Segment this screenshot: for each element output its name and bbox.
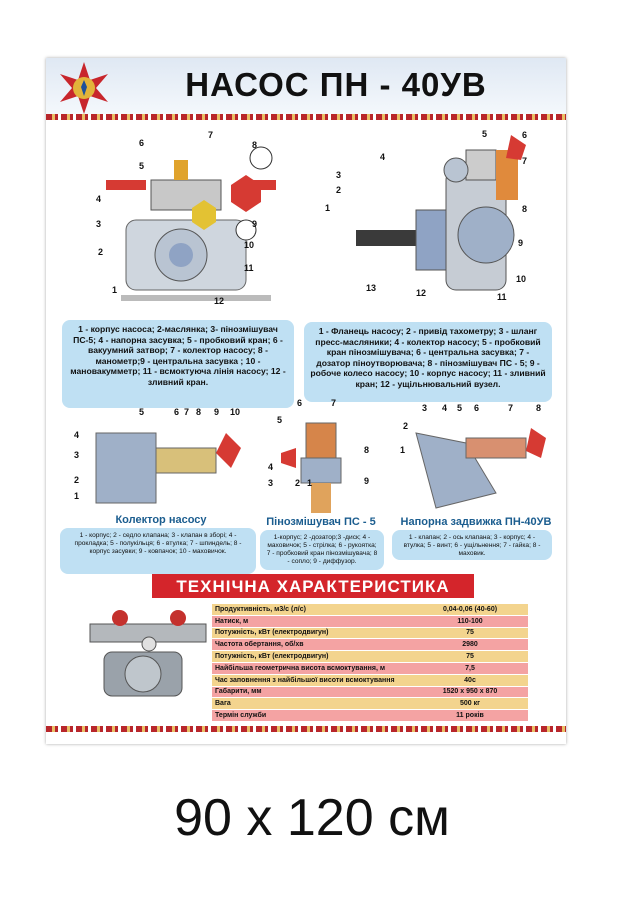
size-label: 90 х 120 см: [174, 789, 450, 847]
callout: 3: [336, 170, 342, 180]
callout: 5: [139, 407, 145, 417]
spec-value: 11 років: [412, 710, 528, 722]
spec-value: 75: [412, 627, 528, 639]
spec-label: Продуктивність, м3/с (л/с): [212, 604, 412, 615]
callout: 4: [96, 194, 102, 204]
callout: 6: [174, 407, 180, 417]
spec-table: [212, 604, 528, 722]
callout: 10: [244, 240, 255, 250]
callout: 11: [244, 263, 254, 273]
table-row: [212, 639, 528, 651]
callout: 1: [325, 203, 331, 213]
table-row: [212, 615, 528, 627]
callout: 7: [208, 130, 214, 140]
collector-diagram: [76, 413, 246, 513]
table-row: [212, 604, 528, 615]
callout: 2: [295, 478, 301, 488]
spec-value: 2980: [412, 639, 528, 651]
callout: 12: [416, 288, 427, 298]
spec-label: Натиск, м: [212, 615, 412, 627]
tech-title-bar: [152, 574, 474, 598]
callout: 2: [98, 247, 104, 257]
emblem-icon: [56, 60, 112, 116]
callout: 9: [364, 476, 370, 486]
callout: 1: [74, 491, 80, 501]
spec-value: 110-100: [412, 615, 528, 627]
callout: 4: [380, 152, 386, 162]
spec-label: Частота обертання, об/хв: [212, 639, 412, 651]
legend-collector: 1 - корпус; 2 - седло клапана; 3 - клапан в зборі; 4 - прокладка; 5 - полукільця; 6 - втулка; 7 - шпиндель; 8 - корпус засувки; 9 - ковпачок; 10 - маховичок.: [60, 528, 256, 574]
caption-collector: Колектор насосу: [115, 514, 207, 526]
callout: 7: [184, 407, 190, 417]
callout: 2: [403, 421, 409, 431]
table-row: [212, 698, 528, 710]
callout: 1: [307, 478, 313, 488]
callout: 3: [422, 403, 428, 413]
callout: 10: [516, 274, 527, 284]
callout: 9: [214, 407, 220, 417]
valve-diagram: [396, 413, 556, 513]
callout: 8: [364, 445, 370, 455]
callout: 10: [230, 407, 241, 417]
callout: 4: [74, 430, 80, 440]
callout: 3: [74, 450, 80, 460]
table-row: [212, 686, 528, 698]
table-row: [212, 674, 528, 686]
callout: 8: [522, 204, 528, 214]
callout: 9: [252, 219, 258, 229]
spec-value: 500 кг: [412, 698, 528, 710]
table-row: [212, 651, 528, 663]
callout: 5: [139, 161, 145, 171]
callout: 3: [268, 478, 274, 488]
callout: 12: [214, 296, 225, 306]
callout: 5: [457, 403, 463, 413]
spec-value: 1520 х 950 х 870: [412, 686, 528, 698]
callout: 13: [366, 283, 377, 293]
callout: 2: [74, 475, 80, 485]
callout: 6: [474, 403, 480, 413]
callout: 7: [331, 398, 337, 408]
spec-value: 0,04-0,06 (40-60): [412, 604, 528, 615]
callout: 8: [536, 403, 542, 413]
caption-valve: Напорна задвижка ПН-40УВ: [400, 516, 552, 528]
callout: 9: [518, 238, 524, 248]
spec-label: Термін служби: [212, 710, 412, 722]
spec-label: Найбільша геометрична висота всмоктування, м: [212, 662, 412, 674]
spec-value: 7,5: [412, 662, 528, 674]
table-row: [212, 662, 528, 674]
callout: 11: [497, 292, 507, 302]
spec-value: 75: [412, 651, 528, 663]
callout: 7: [522, 156, 528, 166]
callout: 5: [277, 415, 283, 425]
pump-diagram-left: [96, 130, 286, 308]
pump-photo: [86, 604, 210, 708]
spec-label: Потужність, кВт (електродвигун): [212, 627, 412, 639]
callout: 6: [522, 130, 528, 140]
legend-foam: 1-корпус; 2 -дозатор;3 -диск; 4 - маховичок; 5 - стрілка; 6 - рукоятка; 7 - пробковий кран пінозмішувача; 8 - сопло; 9 - диффузор.: [260, 530, 384, 570]
legend-right: 1 - Фланець насосу; 2 - привід тахометру; 3 - шланг пресс-масляники; 4 - колектор насосу; 5 - пробковий кран пінозмішувача; 6 - центральна засувка; 7 - дозатор піноутворювача; 8 - пінозмішувач ПС - 5; 9 - робоче колесо насосу; 10 - корпус насосу; 11 - зливний кран; 12 - ущільнювальний вузел.: [304, 322, 552, 402]
spec-label: Вага: [212, 698, 412, 710]
callout: 5: [482, 129, 488, 139]
table-row: [212, 710, 528, 722]
callout: 4: [268, 462, 274, 472]
ornament-top: [46, 114, 566, 120]
spec-label: Час заповнення з найбільшої висоти всмоктування: [212, 674, 412, 686]
callout: 4: [442, 403, 448, 413]
foam-mixer-diagram: [266, 408, 376, 518]
legend-left: 1 - корпус насоса; 2-маслянка; 3- пінозмішувач ПС-5; 4 - напорна засувка; 5 - пробковий кран; 6 - вакуумний затвор; 7 - колектор насосу; 8 - манометр;9 - центральна засувка ; 10 - мановакумметр; 11 - всмоктуюча лінія насосу; 12 - зливний кран.: [62, 320, 294, 408]
callout: 2: [336, 185, 342, 195]
poster: [46, 58, 566, 744]
callout: 8: [196, 407, 202, 417]
ornament-bottom: [46, 726, 566, 732]
callout: 7: [508, 403, 514, 413]
callout: 8: [252, 140, 258, 150]
legend-valve: 1 - клапан; 2 - ось клапана; 3 - корпус; 4 - втулка; 5 - винт; 6 - ущільнення; 7 - гайка; 8 - маховик.: [392, 530, 552, 560]
callout: 1: [400, 445, 406, 455]
callout: 1: [112, 285, 118, 295]
callout: 6: [139, 138, 145, 148]
caption-foam: Пінозмішувач ПС - 5: [266, 516, 376, 528]
callout: 6: [297, 398, 303, 408]
table-row: [212, 627, 528, 639]
spec-label: Габарити, мм: [212, 686, 412, 698]
pump-diagram-right: [346, 130, 536, 308]
tech-title: ТЕХНІЧНА ХАРАКТЕРИСТИКА: [176, 577, 450, 596]
spec-value: 40с: [412, 674, 528, 686]
page-title: НАСОС ПН - 40УВ: [185, 66, 487, 103]
spec-label: Потужність, кВт (електродвигун): [212, 651, 412, 663]
callout: 3: [96, 219, 102, 229]
